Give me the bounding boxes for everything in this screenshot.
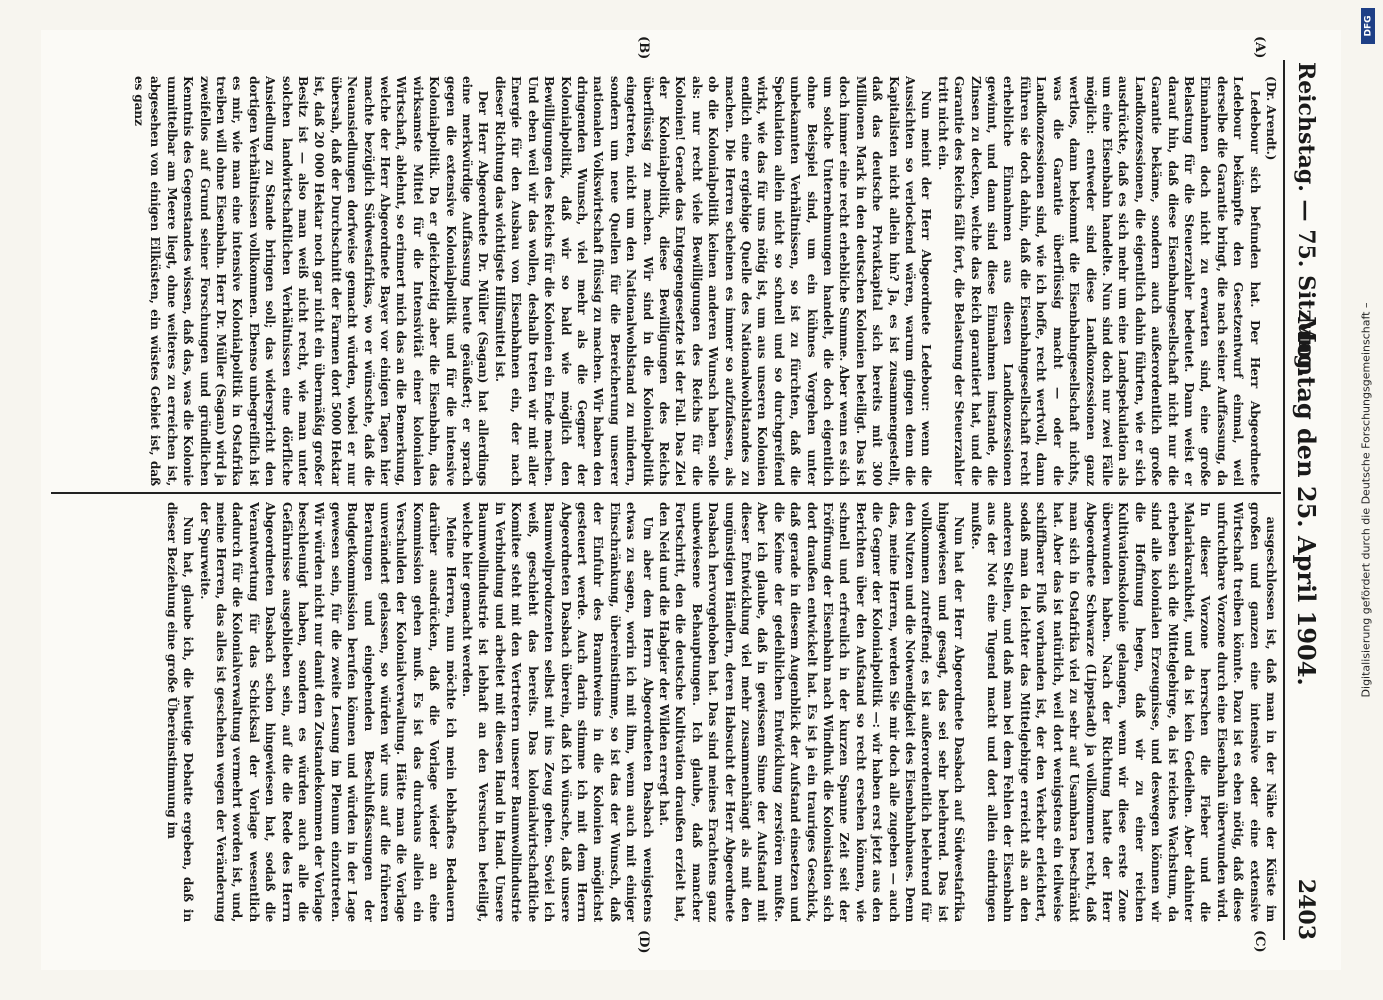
paragraph: Der Herr Abgeordnete Dr. Müller (Sagan) hat allerdings eine merkwürdige Auffassung heute geäußert; er sprach gegen die extensive Kolonialpolitik und für die intensive Kolonialpolitik. Da er gleichzeitig aber die Eisenbahn, das wirksamste Mittel für die Intensivität einer kolonialen Wirtschaft, ablehnt, so erinnert mich das an die Bemerkung, welche der Herr Abgeordnete Bayer vor einigen Tagen hier machte bezüglich Südwestafrikas, wo er wünschte, daß die Neuansiedlungen dorfweise gemacht würden, wobei er nur übersah, daß der Durchschnitt der Farmen dort 5000 Hektar ist, daß 20 000 Hektar noch gar nicht ein übermäßig großer Besitz ist — also man weiß nicht recht, wie man unter solchen landwirtschaftlichen Verhältnissen eine dörfliche Ansiedlung zu Stande bringen soll; das widerspricht den dortigen Verhältnissen vollkommen. Ebenso unbegreiflich ist es mir, wie man eine intensive Kolonialpolitik in Ostafrika treiben will ohne Eisenbahn. Herr Dr. Müller (Sagan) wird ja zweifellos auf Grund seiner Forschungen und gründlichen Kenntnis des Gegenstandes wissen, daß das, was die Kolonie unmittelbar am Meere liegt, ohne weiteres zu erreichen ist, abgesehen von einigen Eilküsten, ein wüstes Gebiet ist, daß es ganz (131, 76, 491, 486)
header-session: Reichstag. — 75. Sitzung. (1293, 62, 1319, 378)
document-page (41, 30, 1341, 970)
margin-letter-a: (A) (1252, 36, 1267, 59)
column-divider (51, 492, 1281, 494)
paragraph: Nun meint der Herr Abgeordnete Ledebour: wenn die Aussichten so verlockend wären, warum gingen denn die Kapitalisten nicht allein hin? Ja, es ist zusammengestellt, daß das deutsche Privatkapital sich bereits mit 300 Millionen Mark in den deutschen Kolonien beteiligt. Das ist doch immer eine recht erhebliche Summe. Aber wenn es sich um solche Unternehmungen handelt, die doch eigentlich ohne Beispiel sind, um ein kühnes Vorgehen unter unbekannten Verhältnissen, so ist zu fürchten, daß die Spekulation allein nicht so schnell und so durchgreifend wirkt, wie das für uns nötig ist, um aus unseren Kolonien endlich eine ergiebige Quelle des Nationalwohlstandes zu machen. Die Herren scheinen es immer so aufzufassen, als ob die Kolonialpolitik keinen anderen Wunsch haben solle als: nur recht viele Bewilligungen des Reichs für die Kolonien! Gerade das Entgegengesetzte ist der Fall. Das Ziel der Kolonialpolitik, diese Bewilligungen des Reichs überflüssig zu machen. Wir sind in die Kolonialpolitik eingetreten, nicht um den Nationalwohlstand zu mindern, sondern um neue Quellen für die Bereicherung unserer nationalen Volkswirtschaft flüssig zu machen. Wir haben den dringenden Wunsch, viel mehr als die Gegner der Kolonialpolitik, daß wir so bald wie möglich den Bewilligungen des Reichs für die Kolonien ein Ende machen. Und eben weil wir das wollen, deshalb treten wir mit aller Energie für den Ausbau von Eisenbahnen ein, der nach dieser Richtung das wichtigste Hilfsmittel ist. (492, 76, 934, 486)
page-number: 2403 (1293, 878, 1319, 940)
margin-letter-c: (C) (1252, 930, 1267, 953)
page-header (1289, 62, 1323, 940)
paragraph: ausgeschlossen ist, daß man in der Nähe der Küste im großen und ganzen eine intensive oder eine extensive Wirtschaft treiben könnte. Dazu ist es eben nötig, daß diese unfruchtbare Vorzone durch eine Eisenbahn überwunden wird. In dieser Vorzone herrschen die Fieber und die Malariakrankheit, und da ist kein Gedeihen. Aber dahinter erheben sich die Mittelgebirge, da ist reiches Wachstum, da sind alle kolonialen Erzeugnisse, und deswegen können wir die Hoffnung hegen, daß wir zu einer reichen Kultivationskolonie gelangen, wenn wir diese erste Zone überwunden haben. Nach der Richtung hatte der Herr Abgeordnete Schwarze (Lippstadt) ja vollkommen recht, daß man sich in Ostafrika viel zu sehr auf Usambara beschränkt hat. Aber das ist natürlich, weil dort wenigstens ein teilweise schiffbarer Fluß vorhanden ist, der den Verkehr erleichtert, sodaß man da leichter das Mittelgebirge erreicht als an den anderen Stellen, und daß man bei dem Fehlen der Eisenbahn aus der Not eine Tugend macht und dort allein eindringen mußte. (968, 502, 1278, 922)
margin-letter-b: (B) (636, 36, 651, 60)
header-rule (1283, 60, 1285, 940)
paragraph: Meine Herren, nun möchte ich mein lebhaftes Bedauern darüber ausdrücken, daß die Vorlage wieder an eine Kommission gehen muß. Es ist das durchaus allein ein Verschulden der Kolonialverwaltung. Hätte man die Vorlage unverändert gelassen, so würden wir uns auf die früheren Beratungen und eingehenden Beschlußfassungen der Budgetkommission berufen können und würden in der Lage gewesen sein, für die zweite Lesung im Plenum einzutreten. Wir würden nicht nur damit den Zustandekommen der Vorlage beschleunigt haben, sondern es würden auch alle die Gefährnisse ausgeblieben sein, auf die die Rede des Herrn Abgeordneten Dasbach schon hingewiesen hat, sodaß die Verantwortung für das Schicksal der Vorlage wesentlich dadurch für die Kolonialverwaltung vermehrt worden ist, und, meine Herren, das alles ist geschehen wegen der Veränderung der Spurweite. (197, 502, 458, 922)
dfg-logo-text: DFG (1363, 15, 1374, 37)
paragraph: Ledebour sich befunden hat. Der Herr Abgeordnete Ledebour bekämpfte den Gesetzentwurf einmal, weil derselbe die Garantie bringt, die nach seiner Auffassung, da Einnahmen doch nicht zu erwarten sind, eine große Belastung für die Steuerzahler bedeutet. Dann weist er darauf hin, daß diese Eisenbahngesellschaft nicht nur die Garantie bekäme, sondern auch außerordentlich große Landkonzessionen, die eigentlich dahin führten, wie er sich ausdrückte, daß es sich mehr um eine Landspekulation als um eine Eisenbahn handelte. Nun sind doch nur zwei Fälle möglich: entweder sind diese Landkonzessionen ganz wertlos, dann bekommt die Eisenbahngesellschaft nichts, was die Garantie überflüssig macht — oder die Landkonzessionen sind, wie ich hoffe, recht wertvoll, dann führen sie doch dahin, daß die Eisenbahngesellschaft recht erhebliche Einnahmen aus diesen Landkonzessionen gewinnt, und dann sind diese Einnahmen imstande, die Zinsen zu decken, welche das Reich garantiert hat, und die Garantie des Reichs fällt fort, die Belastung der Steuerzahler tritt nicht ein. (935, 76, 1262, 486)
speaker-note: (Dr. Arendt.) (1264, 76, 1278, 161)
paragraph: Nun hat, glaube ich, die heutige Debatte ergeben, daß in dieser Beziehung eine große Übereinstimmung im (164, 502, 196, 922)
dfg-logo (1361, 8, 1375, 44)
header-date: Montag den 25. April 1904. (1292, 316, 1321, 686)
paragraph: Um aber dem Herrn Abgeordneten Dasbach wenigstens etwas zu sagen, worin ich mit ihm, wenn auch mit einiger Einschränkung, übereinstimme, so ist das der Wunsch, daß der Einfuhr des Branntweins in die Kolonien möglichst gesteuert werde. Auch darin stimme ich mit dem Herrn Abgeordneten Dasbach überein, daß ich wünsche, daß unsere Baumwollproduzenten selbst mit ins Zeug gehen. Soviel ich weiß, geschieht das bereits. Das kolonialwirtschaftliche Komitee steht mit den Vertretern unserer Baumwollindustrie in Verbindung und arbeitet mit diesen Hand in Hand. Unsere Baumwollindustrie ist lebhaft an den Versuchen beteiligt, welche hier gemacht werden. (460, 502, 655, 922)
digitization-stamp: Digitalisierung gefördert durch die Deutsche Forschungsgemeinschaft – (1359, 302, 1373, 698)
paragraph: Nun hat der Herr Abgeordnete Dasbach auf Südwestafrika hingewiesen und gesagt, das sei sehr belehrend. Das ist vollkommen zutreffend; es ist außerordentlich belehrend für den Nutzen und die Notwendigkeit des Eisenbahnbaues. Denn das, meine Herren, werden Sie mir doch alle zugeben — auch die Gegner der Kolonialpolitik —: wir haben erst jetzt aus den Berichten über den Aufstand so recht ersehen können, wie schnell und erfreulich in der kurzen Spanne Zeit seit der Eröffnung der Eisenbahn nach Windhuk die Kolonisation sich dort draußen entwickelt hat. Es ist ja ein trauriges Geschick, daß gerade in diesem Augenblick der Aufstand einsetzen und die Keime der gedeihlichen Entwicklung zerstören mußte. Aber ich glaube, daß in gewissem Sinne der Aufstand mit dieser Entwicklung viel mehr zusammenhängt als mit den ungünstigen Händlern, deren Habsucht der Herr Abgeordnete Dasbach hervorgehoben hat. Das sind meines Erachtens ganz unbewiesene Behauptungen. Ich glaube, daß mancher Fortschritt, den die deutsche Kultivation draußen erzielt hat, den Neid und die Habgier der Wilden erregt hat. (656, 502, 967, 922)
right-column (51, 502, 1279, 922)
margin-letter-d: (D) (636, 930, 651, 954)
left-column (51, 76, 1279, 486)
